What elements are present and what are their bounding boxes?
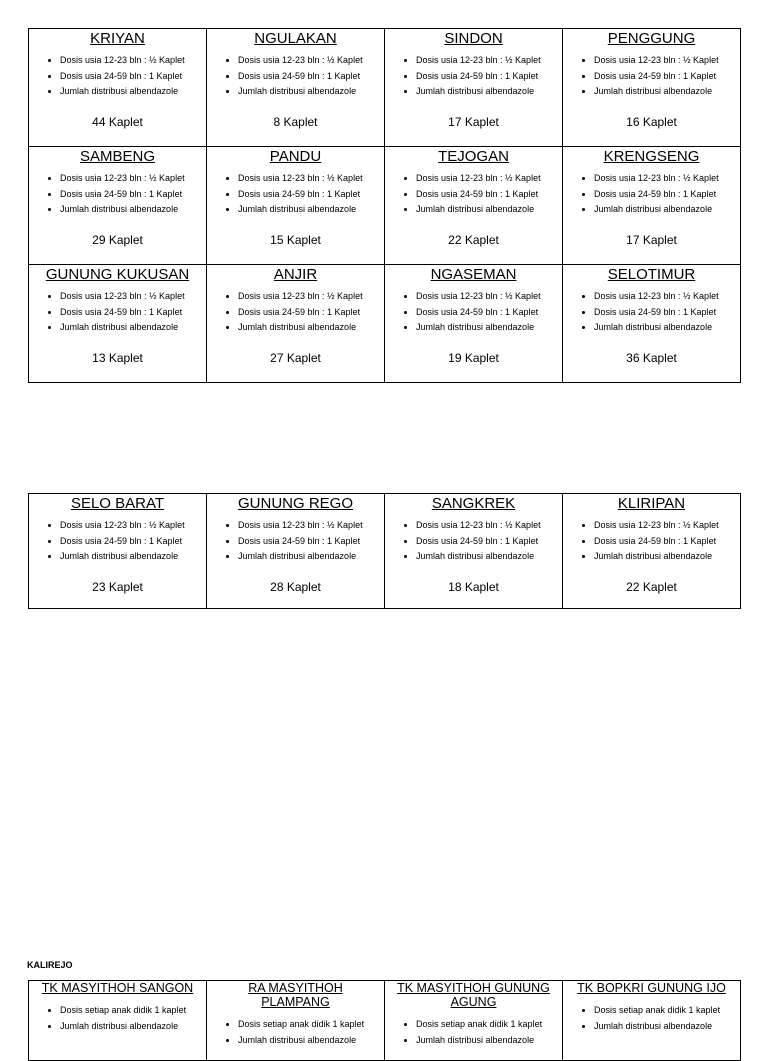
section-label: KALIREJO [27, 960, 73, 970]
village-cell [385, 265, 562, 365]
distribution-item: • Jumlah distribusi albendazole [60, 202, 206, 218]
distribution-item: • Jumlah distribusi albendazole [594, 1019, 740, 1035]
table-row [29, 29, 741, 147]
dose-12-23-item: • Dosis usia 12-23 bln : ½ Kaplet [60, 171, 206, 187]
amount-value: 18 Kaplet [448, 580, 499, 594]
dose-12-23-item: • Dosis usia 12-23 bln : ½ Kaplet [416, 518, 562, 534]
village-name: SELOTIMUR [607, 266, 696, 283]
village-name: KRIYAN [90, 30, 145, 47]
school-name: TK MASYITHOH SANGON [41, 981, 194, 995]
amount-value: 13 Kaplet [92, 351, 143, 365]
amount-value: 22 Kaplet [448, 233, 499, 247]
distribution-item: • Jumlah distribusi albendazole [594, 549, 740, 565]
village-cell [207, 265, 384, 365]
village-cell [29, 147, 206, 247]
dose-list [385, 289, 562, 336]
dose-12-23-item: • Dosis usia 12-23 bln : ½ Kaplet [238, 289, 384, 305]
village-cell [207, 494, 384, 594]
village-cell [563, 29, 740, 129]
dose-12-23-item: • Dosis usia 12-23 bln : ½ Kaplet [60, 518, 206, 534]
distribution-table-2 [28, 493, 741, 609]
amount-value: 23 Kaplet [92, 580, 143, 594]
dose-12-23-item: • Dosis usia 12-23 bln : ½ Kaplet [416, 53, 562, 69]
distribution-item: • Jumlah distribusi albendazole [238, 320, 384, 336]
school-distribution-table [28, 980, 741, 1061]
village-cell [207, 147, 384, 247]
amount-value: 29 Kaplet [92, 233, 143, 247]
amount-value: 16 Kaplet [626, 115, 677, 129]
village-name: KLIRIPAN [617, 495, 686, 512]
dose-list [563, 1003, 740, 1034]
village-name: SANGKREK [431, 495, 516, 512]
village-name: GUNUNG REGO [237, 495, 353, 512]
dose-list [207, 171, 384, 218]
dose-list [385, 518, 562, 565]
village-cell [563, 147, 740, 247]
dose-12-23-item: • Dosis usia 12-23 bln : ½ Kaplet [60, 289, 206, 305]
village-name: PANDU [269, 148, 322, 165]
dose-12-23-item: • Dosis usia 12-23 bln : ½ Kaplet [416, 289, 562, 305]
dose-24-59-item: • Dosis usia 24-59 bln : 1 Kaplet [60, 187, 206, 203]
amount-value: 15 Kaplet [270, 233, 321, 247]
dose-list [563, 518, 740, 565]
dose-24-59-item: • Dosis usia 24-59 bln : 1 Kaplet [416, 534, 562, 550]
dose-list [29, 53, 206, 100]
table-row [29, 494, 741, 609]
village-cell [207, 29, 384, 129]
distribution-item: • Jumlah distribusi albendazole [238, 202, 384, 218]
dose-list [29, 1003, 206, 1034]
dose-list [207, 518, 384, 565]
distribution-item: • Jumlah distribusi albendazole [238, 549, 384, 565]
amount-value: 8 Kaplet [273, 115, 318, 129]
village-name: TEJOGAN [438, 148, 509, 165]
dose-student-item: • Dosis setiap anak didik 1 kaplet [238, 1017, 384, 1033]
dose-24-59-item: • Dosis usia 24-59 bln : 1 Kaplet [60, 534, 206, 550]
dose-list [29, 518, 206, 565]
dose-list [385, 53, 562, 100]
dose-list [207, 289, 384, 336]
village-cell [29, 265, 206, 365]
distribution-table-1 [28, 28, 741, 383]
dose-12-23-item: • Dosis usia 12-23 bln : ½ Kaplet [238, 171, 384, 187]
village-name: SELO BARAT [70, 495, 165, 512]
dose-24-59-item: • Dosis usia 24-59 bln : 1 Kaplet [594, 534, 740, 550]
village-name: SINDON [444, 30, 503, 47]
dose-list [385, 1017, 562, 1048]
dose-list [207, 53, 384, 100]
school-cell [207, 981, 384, 1048]
distribution-item: • Jumlah distribusi albendazole [416, 84, 562, 100]
school-name: RA MASYITHOH PLAMPANG [248, 981, 343, 1009]
dose-24-59-item: • Dosis usia 24-59 bln : 1 Kaplet [416, 69, 562, 85]
table-row [29, 265, 741, 383]
distribution-item: • Jumlah distribusi albendazole [416, 1033, 562, 1049]
dose-list [563, 171, 740, 218]
amount-value: 22 Kaplet [626, 580, 677, 594]
village-name: ANJIR [273, 266, 318, 283]
village-name: PENGGUNG [607, 30, 696, 47]
dose-student-item: • Dosis setiap anak didik 1 kaplet [594, 1003, 740, 1019]
village-cell [563, 494, 740, 594]
distribution-item: • Jumlah distribusi albendazole [416, 549, 562, 565]
amount-value: 36 Kaplet [626, 351, 677, 365]
dose-12-23-item: • Dosis usia 12-23 bln : ½ Kaplet [238, 53, 384, 69]
dose-24-59-item: • Dosis usia 24-59 bln : 1 Kaplet [594, 187, 740, 203]
village-cell [29, 29, 206, 129]
table-row [29, 147, 741, 265]
amount-value: 27 Kaplet [270, 351, 321, 365]
dose-24-59-item: • Dosis usia 24-59 bln : 1 Kaplet [60, 69, 206, 85]
village-cell [29, 494, 206, 594]
dose-24-59-item: • Dosis usia 24-59 bln : 1 Kaplet [594, 69, 740, 85]
dose-24-59-item: • Dosis usia 24-59 bln : 1 Kaplet [594, 305, 740, 321]
dose-list [207, 1017, 384, 1048]
dose-list [29, 289, 206, 336]
dose-list [29, 171, 206, 218]
village-cell [385, 494, 562, 594]
dose-list [563, 53, 740, 100]
village-name: GUNUNG KUKUSAN [45, 266, 190, 283]
dose-12-23-item: • Dosis usia 12-23 bln : ½ Kaplet [594, 289, 740, 305]
dose-12-23-item: • Dosis usia 12-23 bln : ½ Kaplet [594, 518, 740, 534]
distribution-item: • Jumlah distribusi albendazole [238, 1033, 384, 1049]
distribution-item: • Jumlah distribusi albendazole [594, 202, 740, 218]
dose-24-59-item: • Dosis usia 24-59 bln : 1 Kaplet [416, 187, 562, 203]
village-name: NGULAKAN [254, 30, 337, 47]
school-cell [29, 981, 206, 1034]
amount-value: 17 Kaplet [448, 115, 499, 129]
dose-list [563, 289, 740, 336]
dose-list [385, 171, 562, 218]
distribution-item: • Jumlah distribusi albendazole [238, 84, 384, 100]
village-name: NGASEMAN [430, 266, 517, 283]
dose-12-23-item: • Dosis usia 12-23 bln : ½ Kaplet [594, 53, 740, 69]
distribution-item: • Jumlah distribusi albendazole [60, 549, 206, 565]
dose-12-23-item: • Dosis usia 12-23 bln : ½ Kaplet [594, 171, 740, 187]
amount-value: 28 Kaplet [270, 580, 321, 594]
amount-value: 44 Kaplet [92, 115, 143, 129]
school-name: TK MASYITHOH GUNUNG AGUNG [397, 981, 550, 1009]
distribution-item: • Jumlah distribusi albendazole [594, 320, 740, 336]
dose-24-59-item: • Dosis usia 24-59 bln : 1 Kaplet [238, 305, 384, 321]
school-name: TK BOPKRI GUNUNG IJO [577, 981, 726, 995]
dose-24-59-item: • Dosis usia 24-59 bln : 1 Kaplet [238, 69, 384, 85]
dose-student-item: • Dosis setiap anak didik 1 kaplet [60, 1003, 206, 1019]
village-cell [563, 265, 740, 365]
dose-12-23-item: • Dosis usia 12-23 bln : ½ Kaplet [60, 53, 206, 69]
amount-value: 17 Kaplet [626, 233, 677, 247]
distribution-item: • Jumlah distribusi albendazole [60, 320, 206, 336]
dose-24-59-item: • Dosis usia 24-59 bln : 1 Kaplet [238, 187, 384, 203]
village-name: KRENGSENG [603, 148, 700, 165]
distribution-item: • Jumlah distribusi albendazole [416, 202, 562, 218]
dose-24-59-item: • Dosis usia 24-59 bln : 1 Kaplet [416, 305, 562, 321]
dose-12-23-item: • Dosis usia 12-23 bln : ½ Kaplet [416, 171, 562, 187]
distribution-item: • Jumlah distribusi albendazole [60, 84, 206, 100]
village-name: SAMBENG [79, 148, 155, 165]
distribution-item: • Jumlah distribusi albendazole [594, 84, 740, 100]
amount-value: 19 Kaplet [448, 351, 499, 365]
village-cell [385, 147, 562, 247]
distribution-item: • Jumlah distribusi albendazole [416, 320, 562, 336]
school-cell [385, 981, 562, 1048]
dose-24-59-item: • Dosis usia 24-59 bln : 1 Kaplet [60, 305, 206, 321]
dose-12-23-item: • Dosis usia 12-23 bln : ½ Kaplet [238, 518, 384, 534]
school-cell [563, 981, 740, 1034]
dose-24-59-item: • Dosis usia 24-59 bln : 1 Kaplet [238, 534, 384, 550]
village-cell [385, 29, 562, 129]
table-row [29, 981, 741, 1061]
dose-student-item: • Dosis setiap anak didik 1 kaplet [416, 1017, 562, 1033]
distribution-item: • Jumlah distribusi albendazole [60, 1019, 206, 1035]
